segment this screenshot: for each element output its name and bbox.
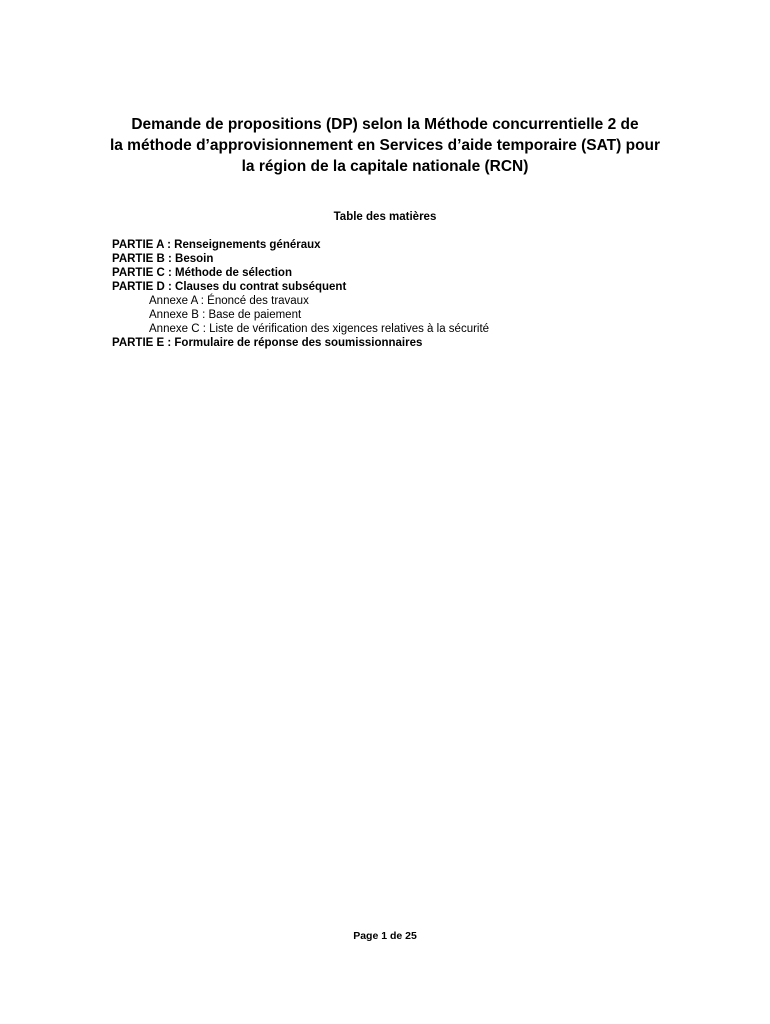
toc-item-partie-e[interactable]: PARTIE E : Formulaire de réponse des soumissionnaires — [112, 337, 423, 349]
title-line-2: la méthode d’approvisionnement en Services d’aide temporaire (SAT) pour — [109, 137, 661, 154]
toc-item-annexe-b[interactable]: Annexe B : Base de paiement — [149, 309, 302, 321]
toc-item-partie-a[interactable]: PARTIE A : Renseignements généraux — [112, 239, 321, 251]
toc-heading: Table des matières — [333, 211, 437, 223]
table-of-contents — [112, 238, 489, 350]
document-title — [90, 114, 680, 177]
toc-item-partie-d[interactable]: PARTIE D : Clauses du contrat subséquent — [112, 281, 347, 293]
title-line-1: Demande de propositions (DP) selon la Méthode concurrentielle 2 de — [131, 116, 639, 133]
toc-item-annexe-c[interactable]: Annexe C : Liste de vérification des xigences relatives à la sécurité — [149, 323, 490, 335]
toc-item-partie-b[interactable]: PARTIE B : Besoin — [112, 253, 214, 265]
toc-item-partie-c[interactable]: PARTIE C : Méthode de sélection — [112, 267, 292, 279]
page-number: Page 1 de 25 — [353, 930, 417, 942]
title-line-3: la région de la capitale nationale (RCN) — [241, 158, 529, 175]
toc-item-annexe-a[interactable]: Annexe A : Énoncé des travaux — [149, 295, 309, 307]
